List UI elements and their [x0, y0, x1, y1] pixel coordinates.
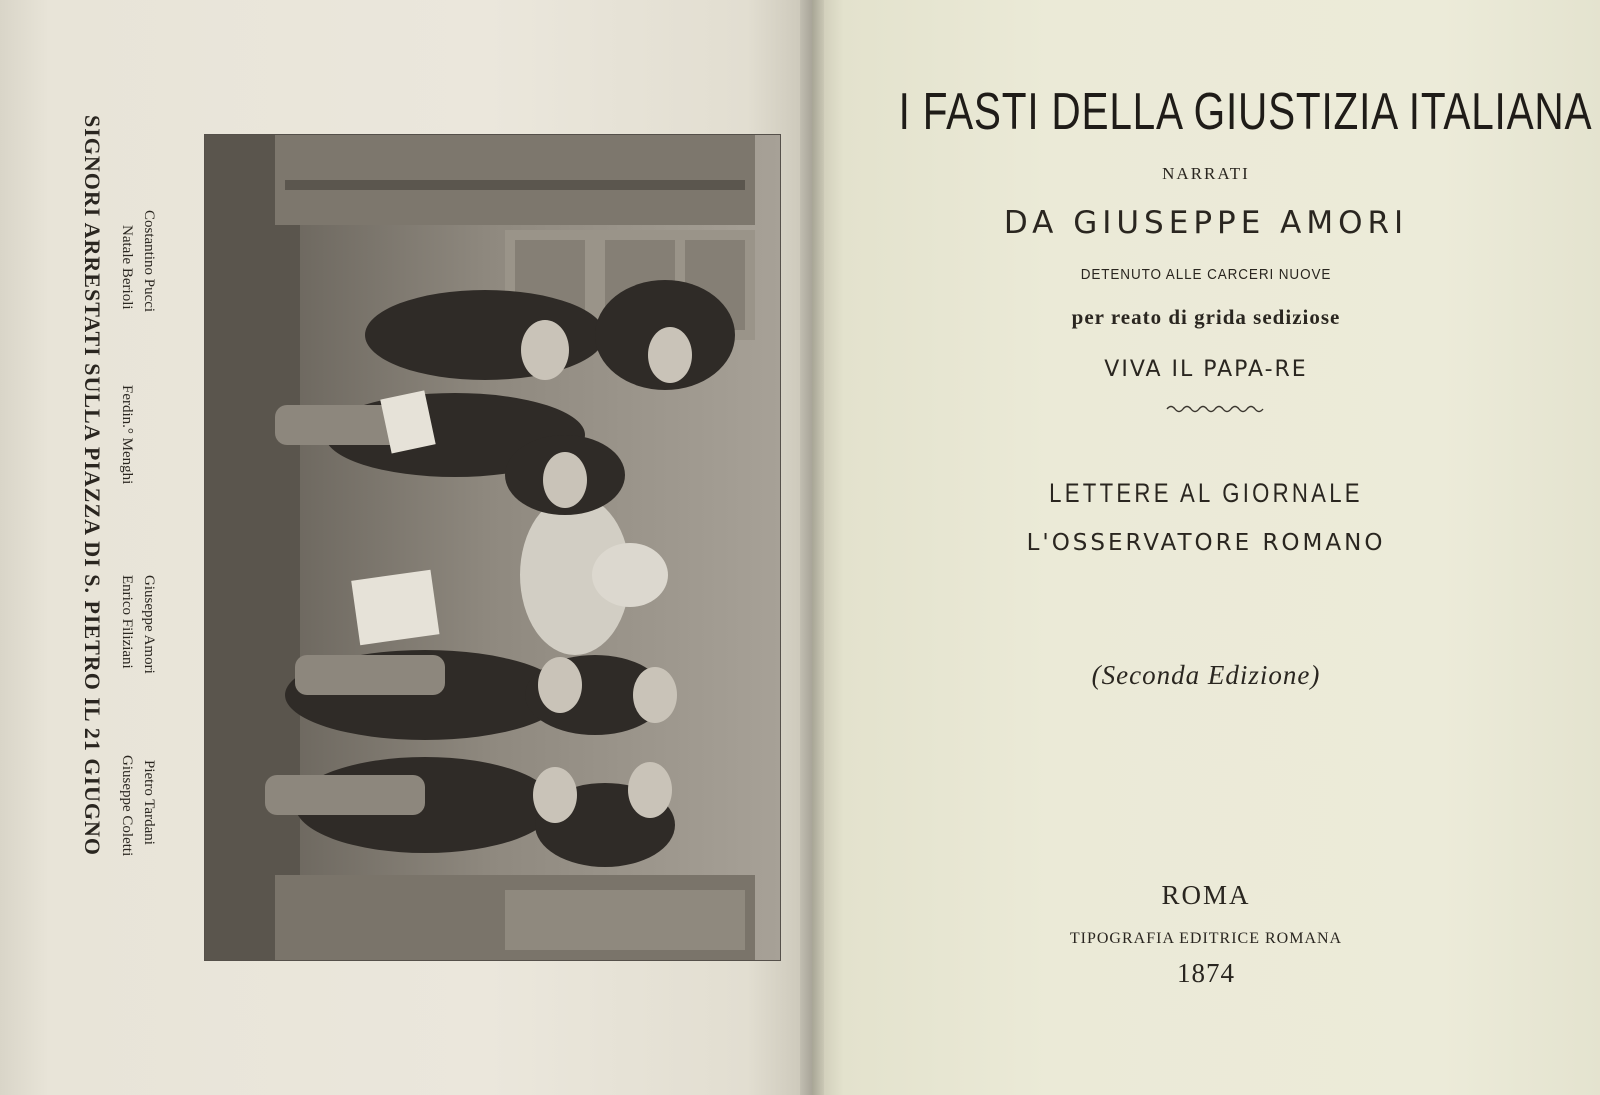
author-line: DA GIUSEPPE AMORI	[1003, 205, 1409, 241]
edition-line: (Seconda Edizione)	[1091, 660, 1321, 690]
year-line: 1874	[1177, 958, 1235, 988]
osservatore-line: L'OSSERVATORE ROMANO	[1026, 530, 1386, 556]
name-giuseppe-coletti: Giuseppe Coletti	[119, 755, 135, 857]
caption-title: SIGNORI ARRESTATI SULLA PIAZZA DI S. PIETRO IL 21 GIUGNO	[80, 115, 105, 857]
photograph-image	[205, 135, 780, 960]
name-enrico-filiziani: Enrico Filiziani	[119, 575, 135, 669]
city-line: ROMA	[1161, 880, 1251, 910]
wavy-rule-ornament	[1165, 403, 1265, 415]
name-pietro-tardani: Pietro Tardani	[141, 760, 157, 845]
lettere-line: LETTERE AL GIORNALE	[1049, 478, 1363, 508]
photo-caption	[70, 115, 165, 955]
reato-line: per reato di grida sediziose	[1071, 305, 1341, 329]
name-ferdinando-menghi: Ferdin.° Menghi	[119, 385, 135, 485]
narrati-label: NARRATI	[1162, 164, 1250, 183]
detenuto-line: DETENUTO ALLE CARCERI NUOVE	[1080, 266, 1332, 283]
book-title: I FASTI DELLA GIUSTIZIA ITALIANA	[898, 83, 1593, 141]
name-natale-berioli: Natale Berioli	[119, 225, 135, 310]
name-giuseppe-amori: Giuseppe Amori	[141, 575, 157, 674]
name-costantino-pucci: Costantino Pucci	[141, 210, 157, 313]
publisher-line: TIPOGRAFIA EDITRICE ROMANA	[1069, 930, 1343, 947]
group-photograph	[205, 135, 780, 960]
viva-line: VIVA IL PAPA-RE	[1104, 357, 1308, 382]
